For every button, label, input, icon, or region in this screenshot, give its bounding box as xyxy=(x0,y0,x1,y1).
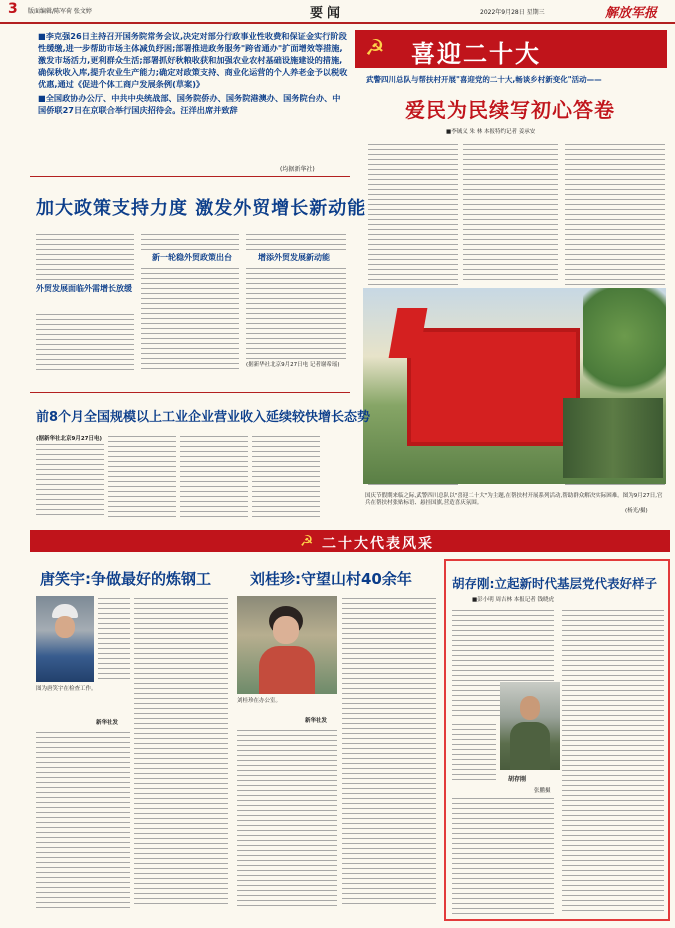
industry-body-col4 xyxy=(252,434,320,517)
face-icon xyxy=(55,616,75,638)
policy-sub2: 新一轮稳外贸政策出台 xyxy=(152,253,232,262)
industry-body-col3 xyxy=(180,434,248,517)
rep3-body-col1-left xyxy=(452,722,496,784)
policy-body-col3 xyxy=(246,266,346,362)
rep2-body-col2 xyxy=(342,596,436,908)
industry-headline: 前8个月全国规模以上工业企业营业收入延续较快增长态势 xyxy=(36,410,371,425)
rep1-body-col1-right xyxy=(98,596,130,682)
rep1-photo xyxy=(36,596,94,682)
policy-body-col2 xyxy=(141,266,239,372)
rep3-photo xyxy=(500,682,560,770)
rep2-credit: 新华社发 xyxy=(305,718,328,724)
section-title: 要闻 xyxy=(310,6,345,21)
armed-police-subhead: 武警四川总队与帮扶村开展"喜迎党的二十大,畅谈乡村新变化"活动—— xyxy=(366,75,602,84)
armed-police-photo xyxy=(363,288,666,484)
rep1-body-col1 xyxy=(36,730,130,910)
masthead-rule xyxy=(0,22,675,24)
policy-body-col1-top xyxy=(36,232,134,280)
industry-top-rule xyxy=(30,392,350,393)
rep2-body-col1 xyxy=(237,728,337,908)
policy-body-col2-top xyxy=(141,232,239,250)
industry-body-col1 xyxy=(36,442,104,517)
party-emblem-icon: ☭ xyxy=(365,36,385,61)
soldiers-icon xyxy=(563,398,663,478)
rep2-headline: 刘桂珍:守望山村40余年 xyxy=(250,570,412,588)
page-number: 3 xyxy=(8,1,18,17)
armed-police-byline: ■李铖义 朱 林 本报特约记者 姜承安 xyxy=(446,129,536,135)
sign-board-icon xyxy=(407,328,580,446)
rep1-body-col2 xyxy=(134,596,228,908)
rep3-byline: ■彭小明 周吉林 本报记者 钱晓虎 xyxy=(472,597,554,603)
rep3-body-col1 xyxy=(452,796,554,914)
top-news-item-1: ■李克强26日主持召开国务院常务会议,决定对部分行政事业性收费和保证金实行阶段性缓缴,进一步帮助市场主体减负纾困;部署推进政务服务"跨省通办"扩面增效等措施,激发市场活力,更利群众生活;部署抓好秋粮收获和加强农业农村基础设施建设的措施,确保秋收入库,提升农业生产能力;确定对政策支持、商业化运营的个人养老金予以税收优惠,通过《促进个体工商户发展条例(草案)》 xyxy=(38,31,348,89)
shirt-icon xyxy=(259,646,315,694)
top-news xyxy=(38,30,348,168)
policy-body-col1 xyxy=(36,312,134,372)
policy-body-col3-top xyxy=(246,232,346,250)
welcome-banner-text: 喜迎二十大 xyxy=(411,40,541,68)
industry-body-col2 xyxy=(108,434,176,517)
armed-police-headline: 爱民为民续写初心答卷 xyxy=(405,98,615,122)
face-icon xyxy=(520,696,540,720)
party-emblem-icon: ☭ xyxy=(300,532,314,550)
policy-credit: (据新华社北京9月27日电 记者谢希瑶) xyxy=(246,362,340,368)
rep1-credit: 新华社发 xyxy=(96,720,119,726)
top-news-item-2: ■全国政协办公厅、中共中央统战部、国务院侨办、国务院港澳办、国务院台办、中国侨联27日在京联合举行国庆招待会。汪洋出席并致辞 xyxy=(38,93,341,115)
industry-credit: (据新华社北京9月27日电) xyxy=(36,436,103,442)
rep3-body-col2 xyxy=(562,608,664,914)
armed-police-photo-credit: (杨光/摄) xyxy=(625,508,648,514)
face-icon xyxy=(273,616,299,644)
representatives-banner xyxy=(30,530,670,552)
top-news-credit: (均据新华社) xyxy=(280,166,315,173)
policy-sub1: 外贸发展面临外需增长放缓 xyxy=(36,284,132,293)
rep3-photo-caption: 胡存刚 xyxy=(508,776,527,783)
rep2-photo xyxy=(237,596,337,694)
policy-headline: 加大政策支持力度 激发外贸增长新动能 xyxy=(36,198,367,219)
paper-name-logo: 解放军报 xyxy=(605,6,658,21)
representatives-banner-text: 二十大代表风采 xyxy=(322,536,434,552)
armed-police-caption: 国庆节假期来临之际,武警四川总队以"喜迎二十大"为主题,在帮扶村开展系列活动,帮助群众解决实际困难。图为9月27日,官兵在帮扶村张贴标语、悬挂国旗,营造喜庆氛围。 xyxy=(365,493,663,506)
armed-police-body-col2 xyxy=(463,142,558,282)
policy-top-rule xyxy=(30,176,350,177)
rep3-photo-credit: 张鹏摄 xyxy=(534,788,551,794)
uniform-icon xyxy=(510,722,550,770)
editors: 版面编辑/陈军荷 张文婷 xyxy=(28,8,92,15)
masthead xyxy=(0,0,675,22)
rep1-photo-caption: 图为唐笑宇在检查工作。 xyxy=(36,686,97,692)
date: 2022年9月28日 星期三 xyxy=(480,9,545,16)
rep1-headline: 唐笑宇:争做最好的炼钢工 xyxy=(40,570,211,588)
rep2-photo-caption: 刘桂珍在办公室。 xyxy=(237,698,282,704)
tree-icon xyxy=(583,288,666,408)
rep3-headline: 胡存刚:立起新时代基层党代表好样子 xyxy=(452,576,657,591)
policy-sub3: 增添外贸发展新动能 xyxy=(258,253,330,262)
welcome-banner xyxy=(355,30,667,68)
